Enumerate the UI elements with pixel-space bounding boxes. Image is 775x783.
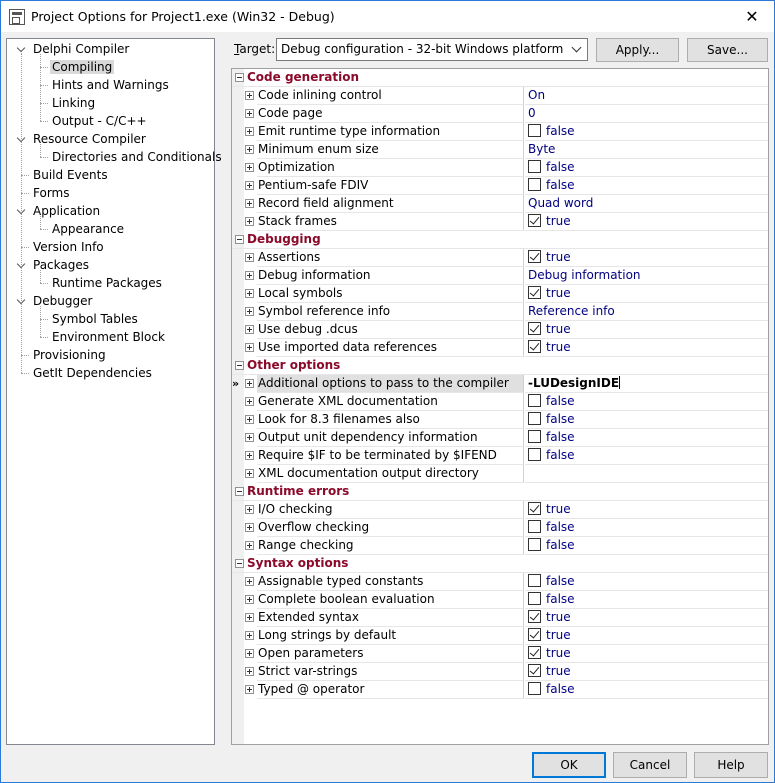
property-row[interactable] [232, 591, 768, 609]
property-grid[interactable] [231, 68, 769, 745]
property-name: Local symbols [257, 285, 524, 303]
tree-item-label: Debugger [33, 294, 93, 308]
tree-item[interactable] [31, 346, 108, 364]
property-name: Look for 8.3 filenames also [257, 411, 524, 429]
category-title: Runtime errors [247, 484, 350, 498]
property-value[interactable] [525, 645, 768, 663]
property-row[interactable] [232, 249, 768, 267]
property-checkbox[interactable] [528, 502, 541, 515]
property-checkbox[interactable] [528, 574, 541, 587]
property-value[interactable] [525, 195, 768, 213]
text-caret [619, 376, 620, 389]
tree-item-label: Build Events [33, 168, 108, 182]
chevron-down-icon[interactable] [17, 202, 27, 220]
expand-icon[interactable] [245, 685, 254, 694]
property-name: Generate XML documentation [257, 393, 524, 411]
expand-icon[interactable] [245, 649, 254, 658]
tree-item[interactable] [50, 148, 224, 166]
expand-icon[interactable] [245, 595, 254, 604]
property-value[interactable] [525, 681, 768, 699]
tree-item-label: Application [33, 204, 101, 218]
expand-icon[interactable] [245, 505, 254, 514]
tree-item[interactable] [50, 310, 140, 328]
options-tree[interactable] [6, 38, 222, 745]
tree-connector [40, 337, 48, 338]
property-checkbox[interactable] [528, 412, 541, 425]
property-row[interactable] [232, 213, 768, 231]
property-name: Assignable typed constants [257, 573, 524, 591]
property-row[interactable] [232, 393, 768, 411]
tree-item-label: Linking [52, 96, 96, 110]
expand-icon[interactable] [245, 325, 254, 334]
property-row[interactable] [232, 681, 768, 699]
tree-item-label: GetIt Dependencies [33, 366, 152, 380]
property-name: Extended syntax [257, 609, 524, 627]
category-title: Debugging [247, 232, 321, 246]
tree-connector [40, 121, 48, 122]
property-checkbox[interactable] [528, 610, 541, 623]
property-row[interactable] [232, 645, 768, 663]
tree-connector [40, 270, 41, 283]
property-value-text: false [546, 538, 575, 552]
tree-connector [21, 193, 29, 194]
property-value-text: true [546, 214, 571, 228]
property-name: Open parameters [257, 645, 524, 663]
property-row[interactable] [232, 627, 768, 645]
property-value[interactable] [525, 609, 768, 627]
tree-item-label: Delphi Compiler [33, 42, 130, 56]
property-row[interactable] [232, 105, 768, 123]
property-value-text: true [546, 322, 571, 336]
collapse-icon[interactable] [235, 559, 244, 568]
property-value-text: true [546, 250, 571, 264]
property-value-text: true [546, 286, 571, 300]
property-row[interactable] [232, 429, 768, 447]
chevron-down-icon[interactable] [17, 292, 27, 310]
expand-icon[interactable] [245, 343, 254, 352]
property-name: Minimum enum size [257, 141, 524, 159]
property-value[interactable] [525, 339, 768, 357]
target-label: Target: [234, 42, 276, 56]
target-select-value: Debug configuration - 32-bit Windows platform [281, 42, 564, 56]
property-value-text: false [546, 430, 575, 444]
property-name: Use debug .dcus [257, 321, 524, 339]
property-value-text: Quad word [528, 196, 594, 210]
property-checkbox[interactable] [528, 664, 541, 677]
ok-button[interactable]: OK [532, 752, 606, 778]
category-row[interactable] [232, 357, 768, 375]
expand-icon[interactable] [245, 433, 254, 442]
tree-connector [21, 355, 29, 356]
expand-icon[interactable] [245, 397, 254, 406]
property-value-text: false [546, 394, 575, 408]
property-value-text: false [546, 124, 575, 138]
tree-item-label: Forms [33, 186, 70, 200]
expand-icon[interactable] [245, 181, 254, 190]
tree-connector [40, 283, 48, 284]
chevron-down-icon[interactable] [17, 130, 27, 148]
category-row[interactable] [232, 483, 768, 501]
expand-icon[interactable] [245, 469, 254, 478]
category-title: Code generation [247, 70, 360, 84]
property-value[interactable] [525, 537, 768, 555]
collapse-icon[interactable] [235, 235, 244, 244]
property-value[interactable] [525, 249, 768, 267]
tree-item-label: Hints and Warnings [52, 78, 169, 92]
property-name: Debug information [257, 267, 524, 285]
expand-icon[interactable] [245, 217, 254, 226]
property-value[interactable] [525, 267, 768, 285]
expand-icon[interactable] [245, 253, 254, 262]
property-name: Require $IF to be terminated by $IFEND [257, 447, 524, 465]
expand-icon[interactable] [245, 415, 254, 424]
property-value-text: Byte [528, 142, 556, 156]
property-value[interactable] [525, 591, 768, 609]
tree-item-label: Packages [33, 258, 89, 272]
property-name: Strict var-strings [257, 663, 524, 681]
tree-item[interactable] [50, 220, 126, 238]
property-name: Symbol reference info [257, 303, 524, 321]
property-value[interactable] [525, 177, 768, 195]
tree-item-label: Resource Compiler [33, 132, 146, 146]
property-value-text: -LUDesignIDE [528, 376, 620, 390]
property-value[interactable] [525, 501, 768, 519]
cancel-button[interactable]: Cancel [613, 752, 687, 778]
chevron-down-icon[interactable] [17, 256, 27, 274]
property-row[interactable] [232, 87, 768, 105]
property-value-text: Debug information [528, 268, 641, 282]
property-value-text: false [546, 178, 575, 192]
help-button[interactable]: Help [694, 752, 768, 778]
property-value[interactable] [525, 393, 768, 411]
property-name: Overflow checking [257, 519, 524, 537]
property-checkbox[interactable] [528, 538, 541, 551]
property-name: Complete boolean evaluation [257, 591, 524, 609]
property-checkbox[interactable] [528, 322, 541, 335]
property-row[interactable] [232, 339, 768, 357]
tree-connector [40, 85, 48, 86]
expand-icon[interactable] [245, 667, 254, 676]
property-value[interactable] [525, 429, 768, 447]
property-name: Code inlining control [257, 87, 524, 105]
property-name: Stack frames [257, 213, 524, 231]
tree-connector [40, 319, 48, 320]
property-name: Long strings by default [257, 627, 524, 645]
property-name: Assertions [257, 249, 524, 267]
property-value-text: On [528, 88, 546, 102]
expand-icon[interactable] [245, 271, 254, 280]
property-value-text: true [546, 628, 571, 642]
property-value[interactable] [525, 303, 768, 321]
property-name: Optimization [257, 159, 524, 177]
target-select[interactable] [276, 38, 588, 61]
selected-row-marker: » [232, 377, 240, 390]
tree-connector [21, 247, 29, 248]
property-row[interactable] [232, 519, 768, 537]
collapse-icon[interactable] [235, 361, 244, 370]
title-bar[interactable] [1, 1, 774, 32]
property-value[interactable] [525, 627, 768, 645]
property-value-text: false [546, 682, 575, 696]
property-row[interactable] [232, 447, 768, 465]
close-icon[interactable]: ✕ [745, 7, 759, 26]
property-checkbox[interactable] [528, 286, 541, 299]
property-row[interactable] [232, 573, 768, 591]
property-value-text: false [546, 520, 575, 534]
property-checkbox[interactable] [528, 592, 541, 605]
tree-item[interactable] [50, 274, 164, 292]
property-value[interactable] [525, 159, 768, 177]
tree-item[interactable] [31, 166, 110, 184]
property-checkbox[interactable] [528, 160, 541, 173]
property-name: Range checking [257, 537, 524, 555]
property-name: Output unit dependency information [257, 429, 524, 447]
expand-icon[interactable] [245, 163, 254, 172]
tree-item[interactable] [50, 328, 167, 346]
property-row[interactable] [232, 609, 768, 627]
tree-connector [21, 175, 29, 176]
property-value[interactable] [525, 105, 768, 123]
property-value-text: 0 [528, 106, 536, 120]
property-row[interactable] [232, 159, 768, 177]
expand-icon[interactable] [245, 109, 254, 118]
tree-connector [40, 229, 48, 230]
tree-item-label: Symbol Tables [52, 312, 138, 326]
property-checkbox[interactable] [528, 628, 541, 641]
property-value[interactable] [525, 285, 768, 303]
property-value[interactable] [525, 465, 768, 483]
property-value[interactable] [525, 321, 768, 339]
chevron-down-icon[interactable] [571, 39, 583, 60]
tree-item[interactable] [50, 112, 149, 130]
property-row[interactable] [232, 141, 768, 159]
property-value-text: true [546, 664, 571, 678]
expand-icon[interactable] [245, 379, 254, 388]
property-value-text: true [546, 340, 571, 354]
window-title: Project Options for Project1.exe (Win32 - Debug) [31, 9, 335, 24]
collapse-icon[interactable] [235, 73, 244, 82]
tree-connector [40, 54, 41, 121]
apply-button[interactable]: Apply... [596, 38, 679, 62]
property-row[interactable] [232, 267, 768, 285]
tree-connector [40, 67, 48, 68]
property-checkbox[interactable] [528, 178, 541, 191]
property-value-text: false [546, 448, 575, 462]
property-value[interactable] [525, 573, 768, 591]
property-value[interactable] [525, 447, 768, 465]
tree-connector [40, 216, 41, 229]
property-row[interactable] [232, 411, 768, 429]
property-row[interactable] [232, 321, 768, 339]
expand-icon[interactable] [245, 577, 254, 586]
tree-item-label: Runtime Packages [52, 276, 162, 290]
property-checkbox[interactable] [528, 394, 541, 407]
expand-icon[interactable] [245, 199, 254, 208]
chevron-down-icon[interactable] [17, 40, 27, 58]
property-value[interactable] [525, 141, 768, 159]
tree-connector [40, 306, 41, 337]
expand-icon[interactable] [245, 631, 254, 640]
property-value-text: false [546, 412, 575, 426]
expand-icon[interactable] [245, 523, 254, 532]
property-name: I/O checking [257, 501, 524, 519]
expand-icon[interactable] [245, 613, 254, 622]
property-name: Typed @ operator [257, 681, 524, 699]
save-button[interactable]: Save... [687, 38, 768, 62]
tree-item[interactable] [31, 130, 148, 148]
property-row[interactable] [232, 375, 768, 393]
property-value[interactable] [525, 213, 768, 231]
property-row[interactable] [232, 177, 768, 195]
property-row[interactable] [232, 123, 768, 141]
property-checkbox[interactable] [528, 448, 541, 461]
property-checkbox[interactable] [528, 520, 541, 533]
tree-item[interactable] [50, 76, 171, 94]
property-checkbox[interactable] [528, 250, 541, 263]
property-value[interactable] [525, 123, 768, 141]
property-name: Code page [257, 105, 524, 123]
category-row[interactable] [232, 555, 768, 573]
property-checkbox[interactable] [528, 646, 541, 659]
property-name: Additional options to pass to the compiler [257, 375, 524, 393]
property-value[interactable] [525, 663, 768, 681]
tree-connector [21, 373, 29, 374]
category-title: Syntax options [247, 556, 349, 570]
property-row[interactable] [232, 465, 768, 483]
property-row[interactable] [232, 537, 768, 555]
category-row[interactable] [232, 231, 768, 249]
tree-item[interactable] [31, 238, 106, 256]
expand-icon[interactable] [245, 127, 254, 136]
property-value[interactable] [525, 87, 768, 105]
property-name: Record field alignment [257, 195, 524, 213]
tree-connector [21, 53, 22, 373]
property-checkbox[interactable] [528, 214, 541, 227]
property-name: XML documentation output directory [257, 465, 524, 483]
property-row[interactable] [232, 303, 768, 321]
tree-item[interactable] [50, 94, 97, 112]
property-value-text: false [546, 160, 575, 174]
property-row[interactable] [232, 285, 768, 303]
tree-item-label: Output - C/C++ [52, 114, 147, 128]
property-checkbox[interactable] [528, 124, 541, 137]
property-value-text: true [546, 646, 571, 660]
collapse-icon[interactable] [235, 487, 244, 496]
property-value[interactable] [525, 411, 768, 429]
property-value-text: true [546, 610, 571, 624]
property-checkbox[interactable] [528, 430, 541, 443]
property-name: Use imported data references [257, 339, 524, 357]
property-value-text: false [546, 592, 575, 606]
expand-icon[interactable] [245, 541, 254, 550]
property-value[interactable] [525, 519, 768, 537]
property-row[interactable] [232, 663, 768, 681]
tree-item-label: Provisioning [33, 348, 106, 362]
tree-item[interactable] [31, 202, 102, 220]
property-row[interactable] [232, 501, 768, 519]
category-title: Other options [247, 358, 341, 372]
tree-connector [40, 157, 48, 158]
expand-icon[interactable] [245, 307, 254, 316]
tree-connector [40, 103, 48, 104]
window-app-icon [9, 9, 25, 25]
expand-icon[interactable] [245, 451, 254, 460]
property-checkbox[interactable] [528, 340, 541, 353]
property-value-text: Reference info [528, 304, 615, 318]
tree-item-label: Version Info [33, 240, 104, 254]
property-value-text: true [546, 502, 571, 516]
tree-item[interactable] [31, 40, 131, 58]
category-row[interactable] [232, 69, 768, 87]
property-value-input[interactable] [525, 375, 768, 393]
expand-icon[interactable] [245, 91, 254, 100]
tree-item[interactable] [31, 184, 71, 202]
property-row[interactable] [232, 195, 768, 213]
tree-item-label: Directories and Conditionals [52, 150, 222, 164]
tree-item[interactable] [50, 58, 114, 76]
expand-icon[interactable] [245, 289, 254, 298]
tree-item[interactable] [31, 364, 154, 382]
property-checkbox[interactable] [528, 682, 541, 695]
tree-item-label: Compiling [52, 60, 113, 74]
expand-icon[interactable] [245, 145, 254, 154]
property-value-text: false [546, 574, 575, 588]
property-name: Emit runtime type information [257, 123, 524, 141]
tree-item-label: Environment Block [52, 330, 165, 344]
tree-connector [40, 144, 41, 157]
tree-item-label: Appearance [52, 222, 125, 236]
property-name: Pentium-safe FDIV [257, 177, 524, 195]
